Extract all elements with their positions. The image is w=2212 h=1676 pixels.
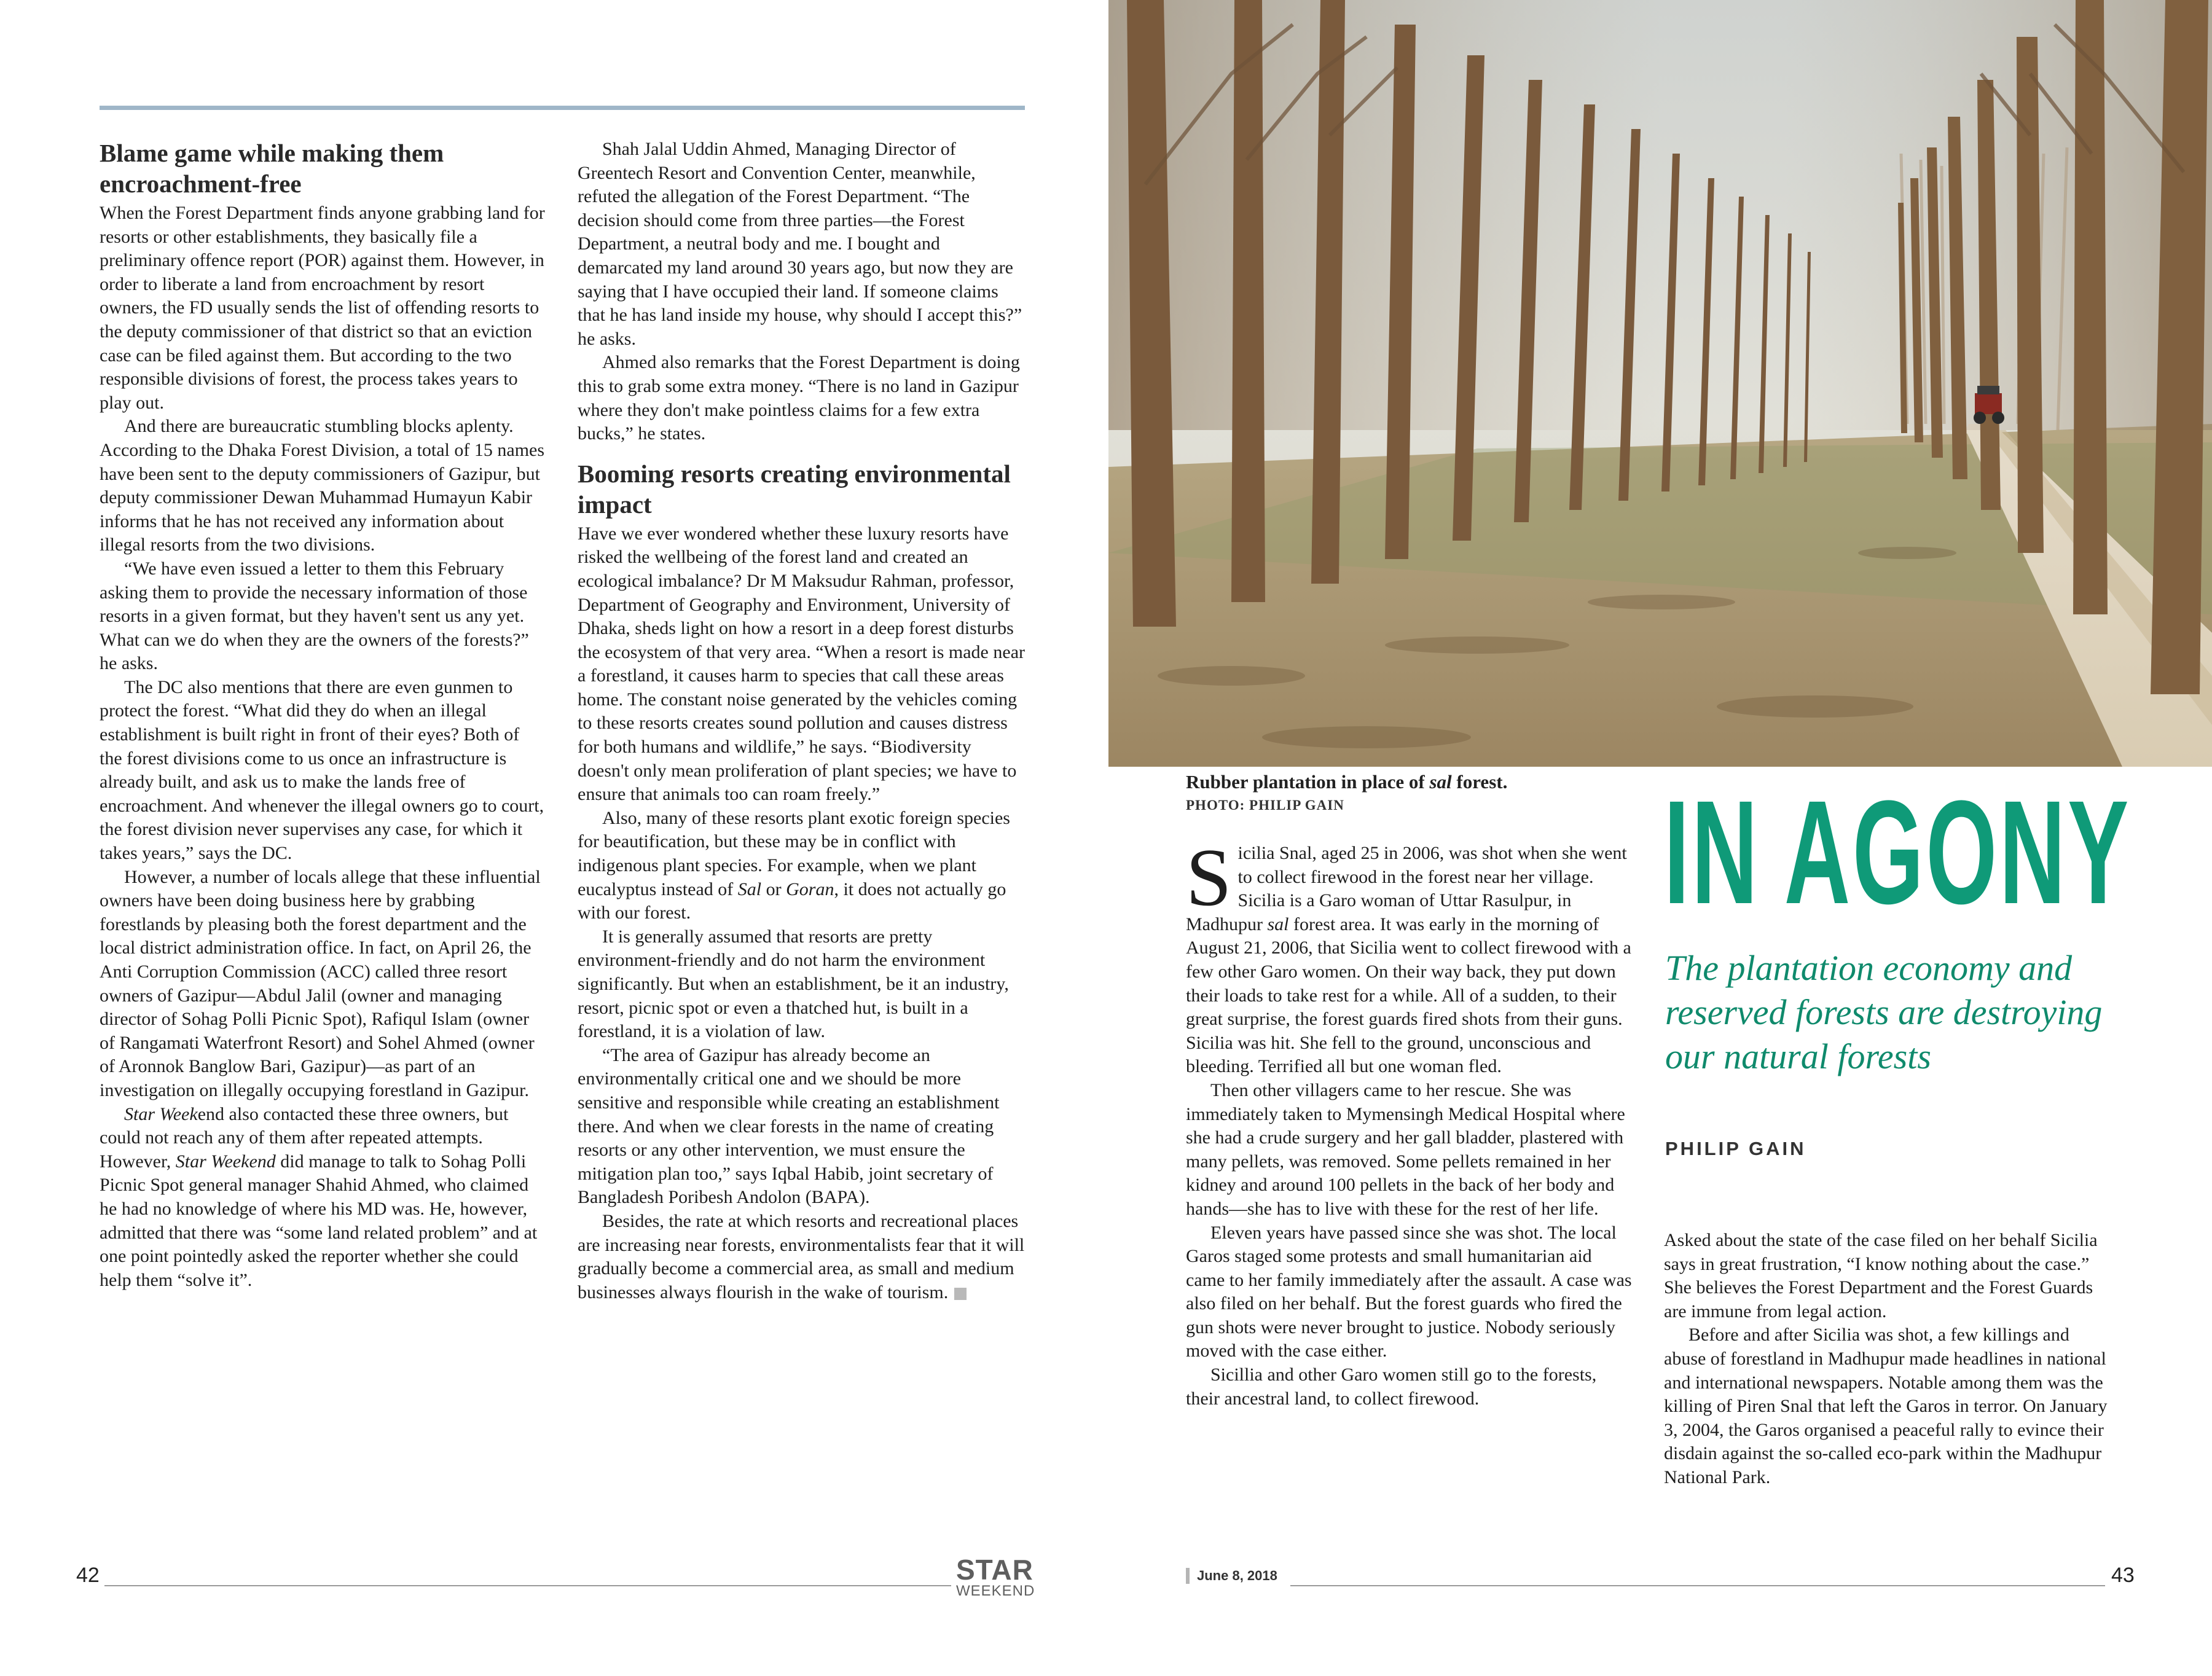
paragraph: When the Forest Department finds anyone grabbing land for resorts or other establishments, they basically file a preliminary offence report (POR) against them. However, in order to liberate a land from encroachment by resort owners, the FD usually sends the list of offending resorts to the deputy commissioner of that district so that an eviction case can be filed against them. But according to the two responsible divisions of forest, the process takes years to play out. bbox=[100, 203, 545, 413]
photo-caption bbox=[1186, 769, 1616, 816]
paragraph: “We have even issued a letter to them this February asking them to provide the necessary information of those resorts in a given format, but they haven't sent us any yet. What can we do when they are the owners of the forests?” he asks. bbox=[100, 558, 529, 674]
lead-paragraph bbox=[1186, 832, 1632, 1079]
issue-date: June 8, 2018 bbox=[1186, 1568, 1277, 1584]
paragraph: Asked about the state of the case filed on her behalf Sicilia says in great frustration, “I know nothing about the case.” She believes the Forest Department and the Forest Guards are immune from legal action. bbox=[1664, 1230, 2098, 1322]
paragraph: The DC also mentions that there are even gunmen to protect the forest. “What did they do when an illegal establishment is built right in front of their eyes? Both of the forest divisions come to us once an infrastructure is already built, and ask us to make the lands free of encroachment. And whenever the illegal owners go to court, the forest division never supervises any case, for which it takes years,” says the DC. bbox=[100, 676, 544, 864]
paragraph bbox=[578, 807, 1025, 925]
text-run: did manage to talk to Sohag Polli Picnic Spot general manager Shahid Ahmed, who claimed he had no knowledge of where his MD was. He, however, admitted that there was “some land related problem” and at one point pointedly asked the reporter whether she could help them “solve it”. bbox=[100, 1151, 538, 1290]
italic-text: Star Week bbox=[124, 1103, 198, 1124]
italic-text: Star Weekend bbox=[175, 1151, 276, 1172]
bottom-rule-right bbox=[1290, 1585, 2105, 1586]
bottom-rule-left bbox=[104, 1585, 951, 1586]
star-weekend-logo bbox=[956, 1554, 1035, 1599]
caption-text bbox=[1186, 769, 1616, 795]
drop-cap: S bbox=[1186, 832, 1232, 923]
paragraph: And there are bureaucratic stumbling blocks aplenty. According to the Dhaka Forest Division, a total of 15 names have been sent to the deputy commissioners of Gazipur, but deputy commissioner Dewan Muhammad Humayun Kabir informs that he has not received any information about illegal resorts from the two divisions. bbox=[100, 416, 545, 555]
paragraph: Ahmed also remarks that the Forest Department is doing this to grab some extra money. “There is no land in Gazipur where they don't make pointless claims for a few extra bucks,” he states. bbox=[578, 352, 1020, 444]
italic-text: sal bbox=[1267, 914, 1289, 934]
section-heading-booming-resorts: Booming resorts creating environmental impact bbox=[578, 459, 1011, 519]
paragraph: However, a number of locals allege that these influential owners have been doing business here by grabbing forestlands by pleasing both the forest department and the local district administration office. In fact, on April 26, the Anti Corruption Commission (ACC) called three resort owners of Gazipur—Abdul Jalil (owner and managing director of Sohag Polli Picnic Spot), Rafiqul Islam (owner of Rangamati Waterfront Resort) and Sohel Ahmed (owner of Aronnok Banglow Bari, Gazipur)—as part of an investigation on illegally occupying forestland in Gazipur. bbox=[100, 866, 541, 1100]
text-run: Rubber plantation in place of bbox=[1186, 771, 1430, 793]
italic-text: sal bbox=[1429, 771, 1452, 793]
paragraph: Have we ever wondered whether these luxury resorts have risked the wellbeing of the forest land and created an ecological imbalance? Dr M Maksudur Rahman, professor, Department of Geography and Environment, University of Dhaka, sheds light on how a resort in a deep forest disturbs the ecosystem of that very area. “When a resort is made near a forestland, it causes harm to species that call these areas home. The constant noise generated by the vehicles coming to these resorts creates sound pollution and causes distress for both humans and wildlife,” he says. “Biodiversity doesn't only mean proliferation of plant species; we have to ensure that animals too can roam freely.” bbox=[578, 523, 1025, 805]
text-run: Besides, the rate at which resorts and recreational places are increasing near forests, environmentalists fear that it will gradually become a commercial area, as small and medium businesses always flourish in the wake of tourism. bbox=[578, 1210, 1025, 1302]
logo-weekend-text: WEEKEND bbox=[956, 1583, 1035, 1599]
byline: PHILIP GAIN bbox=[1665, 1138, 1806, 1159]
deck-subheading: The plantation economy and reserved forests are destroying our natural forests bbox=[1665, 948, 2103, 1076]
text-run: forest. bbox=[1451, 771, 1508, 793]
end-mark-icon bbox=[954, 1288, 967, 1300]
text-run: or bbox=[761, 879, 786, 899]
paragraph: Shah Jalal Uddin Ahmed, Managing Director of Greentech Resort and Convention Center, meanwhile, refuted the allegation of the Forest Department. “The decision should come from three parties—the Forest Department, a neutral body and me. I bought and demarcated my land around 30 years ago, but now they are saying that I have occupied their land. If someone claims that he has land inside my house, why should I accept this?” he asks. bbox=[578, 139, 1022, 349]
paragraph: “The area of Gazipur has already become an environmentally critical one and we should be more sensitive and responsible while creating an establishment there. And when we clear forests in the name of creating resorts or any other intervention, we must ensure the mitigation plan too,” says Iqbal Habib, joint secretary of Bangladesh Poribesh Andolon (BAPA). bbox=[578, 1044, 1000, 1208]
italic-text: Goran bbox=[786, 879, 834, 899]
text-run: icilia Snal, aged 25 in 2006, was shot when she went to collect firewood in the forest near her village. Sicilia is a Garo woman of Uttar Rasulpur, in Madhupur bbox=[1186, 843, 1627, 934]
section-heading-blame-game: Blame game while making them encroachment-free bbox=[100, 139, 444, 198]
article-column-1 bbox=[100, 138, 546, 1292]
photo-illustration bbox=[1108, 0, 2212, 767]
paragraph bbox=[100, 1103, 546, 1293]
logo-star-text: STAR bbox=[956, 1554, 1033, 1586]
paragraph: Then other villagers came to her rescue. She was immediately taken to Mymensingh Medical Hospital where she had a crude surgery and her gall bladder, plastered with many pellets, was removed. Some pellets remained in her kidney and around 100 pellets in the back of her body and hands—she has to live with these for the rest of her life. bbox=[1186, 1079, 1625, 1219]
rubber-plantation-photo bbox=[1108, 0, 2212, 767]
paragraph: Eleven years have passed since she was shot. The local Garos staged some protests and small humanitarian aid came to her family immediately after the assault. A case was also filed on her behalf. But the forest guards who fired the gun shots were never brought to justice. Nobody seriously moved with the case either. bbox=[1186, 1222, 1632, 1361]
article-column-4 bbox=[1664, 1229, 2112, 1490]
page-number-right: 43 bbox=[2111, 1564, 2135, 1587]
headline: IN AGONY bbox=[1664, 770, 2132, 934]
paragraph bbox=[578, 1210, 1025, 1304]
text-run: forest area. It was early in the morning of August 21, 2006, that Sicilia went to collect firewood with a few other Garo women. On their way back, they put down their loads to take rest for a while. All of a sudden, to their great surprise, the forest guards fired shots from their guns. Sicilia was hit. She fell to the ground, unconscious and bleeding. Terrified all but one woman fled. bbox=[1186, 914, 1631, 1077]
article-column-3 bbox=[1186, 832, 1632, 1411]
article-column-2 bbox=[578, 138, 1025, 1304]
text-run: , it does not actually go with our forest. bbox=[578, 879, 1006, 923]
italic-text: Sal bbox=[737, 879, 762, 899]
paragraph: Sicillia and other Garo women still go to the forests, their ancestral land, to collect firewood. bbox=[1186, 1365, 1597, 1409]
paragraph: Before and after Sicilia was shot, a few killings and abuse of forestland in Madhupur made headlines in national and international newspapers. Notable among them was the killing of Piren Snal that left the Garos in terror. On January 3, 2004, the Garos organised a peaceful rally to evince their disdain against the so-called eco-park within the Madhupur National Park. bbox=[1664, 1325, 2108, 1487]
top-rule bbox=[100, 106, 1025, 110]
text-run: Also, many of these resorts plant exotic foreign species for beautification, but these may be in conflict with indigenous plant species. For example, when we plant eucalyptus instead of bbox=[578, 807, 1010, 899]
paragraph: It is generally assumed that resorts are pretty environment-friendly and do not harm the environment significantly. But when an establishment, be it an industry, resort, picnic spot or even a thatched hut, is built in a forestland, it is a violation of law. bbox=[578, 926, 1009, 1042]
page-number-left: 42 bbox=[76, 1564, 100, 1587]
photo-credit: PHOTO: PHILIP GAIN bbox=[1186, 797, 1344, 813]
text-run: end also contacted these three owners, but could not reach any of them after repeated attempts. However, bbox=[100, 1103, 509, 1172]
